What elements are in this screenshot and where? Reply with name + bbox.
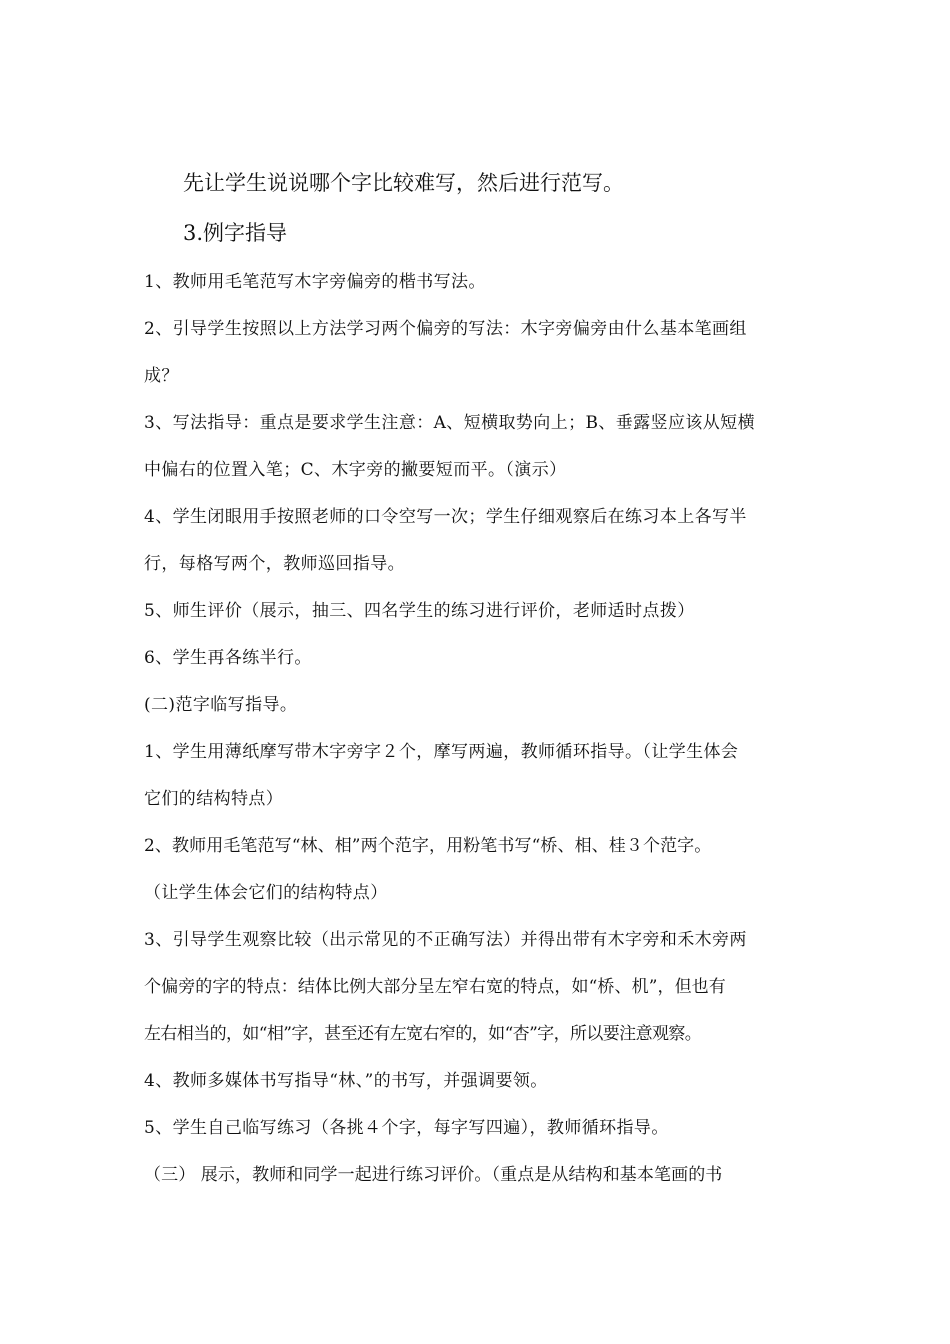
paragraph-line: 先让学生说说哪个字比较难写，然后进行范写。 (183, 171, 624, 195)
paragraph-line: 3、引导学生观察比较（出示常见的不正确写法）并得出带有木字旁和禾木旁两 (144, 930, 747, 950)
paragraph-line: 3、写法指导：重点是要求学生注意：A、短横取势向上；B、垂露竖应该从短横 (144, 413, 755, 433)
paragraph-line: 6、学生再各练半行。 (144, 648, 312, 668)
paragraph-line: 5、师生评价（展示，抽三、四名学生的练习进行评价，老师适时点拨） (144, 601, 695, 621)
paragraph-line: 行，每格写两个，教师巡回指导。 (144, 554, 405, 574)
paragraph-line: 个偏旁的字的特点：结体比例大部分呈左窄右宽的特点，如“桥、机”，但也有 (144, 977, 726, 997)
section-heading: 3.例字指导 (183, 221, 288, 245)
paragraph-line: 2、教师用毛笔范写“林、相”两个范字，用粉笔书写“桥、相、桂３个范字。 (144, 836, 712, 856)
paragraph-line: （让学生体会它们的结构特点） (144, 883, 388, 903)
paragraph-line: （三） 展示，教师和同学一起进行练习评价。（重点是从结构和基本笔画的书 (144, 1165, 723, 1185)
paragraph-line: 1、学生用薄纸摩写带木字旁字２个，摩写两遍，教师循环指导。（让学生体会 (144, 742, 739, 762)
paragraph-line: 它们的结构特点） (144, 789, 284, 809)
paragraph-line: 1、教师用毛笔范写木字旁偏旁的楷书写法。 (144, 272, 486, 292)
paragraph-line: 4、学生闭眼用手按照老师的口令空写一次；学生仔细观察后在练习本上各写半 (144, 507, 747, 527)
section-heading: (二)范字临写指导。 (144, 695, 298, 715)
paragraph-line: 5、学生自己临写练习（各挑４个字，每字写四遍），教师循环指导。 (144, 1118, 669, 1138)
paragraph-line: 左右相当的，如“相”字，甚至还有左宽右窄的，如“杏”字，所以要注意观察。 (144, 1024, 702, 1044)
paragraph-line: 中偏右的位置入笔；C、木字旁的撇要短而平。（演示） (144, 460, 567, 480)
paragraph-line: 2、引导学生按照以上方法学习两个偏旁的写法：木字旁偏旁由什么基本笔画组 (144, 319, 747, 339)
paragraph-line: 成？ (144, 366, 179, 386)
paragraph-line: 4、教师多媒体书写指导“林、”的书写，并强调要领。 (144, 1071, 548, 1091)
